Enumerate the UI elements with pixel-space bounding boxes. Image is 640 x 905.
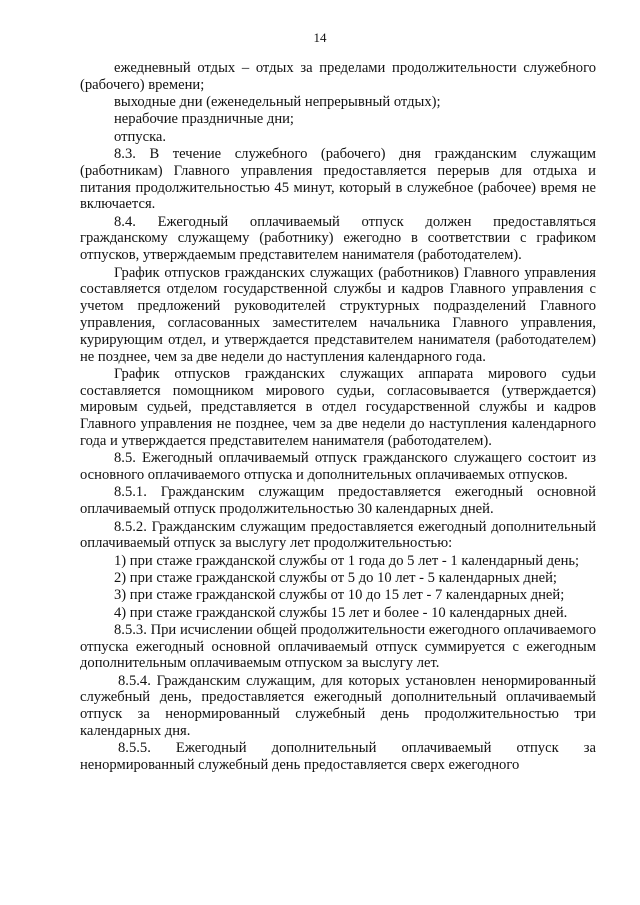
paragraph-weekends: выходные дни (еженедельный непрерывный отдых); xyxy=(114,94,441,111)
paragraph-8-5-2: 8.5.2. Гражданским служащим предоставляется ежегодный дополнительный оплачиваемый отпуск за выслугу лет продолжительностью: xyxy=(80,518,596,552)
paragraph-8-5-3: 8.5.3. При исчислении общей продолжительности ежегодного оплачиваемого отпуска ежегодный основной оплачиваемый отпуск суммируется с ежегодным дополнительным оплачиваемым отпуском за выслугу лет. xyxy=(80,621,596,672)
paragraph-vacations: отпуска. xyxy=(114,128,167,145)
paragraph-8-5: 8.5. Ежегодный оплачиваемый отпуск гражданского служащего состоит из основного оплачиваемого отпуска и дополнительных оплачиваемых отпусков. xyxy=(80,450,596,484)
list-item-1: 1) при стаже гражданской службы от 1 года до 5 лет - 1 календарный день; xyxy=(114,552,580,569)
paragraph-8-5-1: 8.5.1. Гражданским служащим предоставляется ежегодный основной оплачиваемый отпуск продолжительностью 30 календарных дней. xyxy=(80,484,596,518)
list-item-2: 2) при стаже гражданской службы от 5 до 10 лет - 5 календарных дней; xyxy=(114,569,557,586)
paragraph-schedule-judge: График отпусков гражданских служащих аппарата мирового судьи составляется помощником мирового судьи, согласовывается (утверждается) мировым судьей, представляется в отдел государственной службы и кадров Главного управления не позднее, чем за две недели до наступления календарного года и утверждается представителем нанимателя (работодателем). xyxy=(80,365,596,450)
paragraph-8-5-4: 8.5.4. Гражданским служащим, для которых установлен ненормированный служебный день, предоставляется ежегодный дополнительный оплачиваемый отпуск за ненормированный служебный день продолжительностью три календарных дня. xyxy=(80,672,596,740)
paragraph-daily-rest: ежедневный отдых – отдых за пределами продолжительности служебного (рабочего) времени; xyxy=(80,60,596,93)
paragraph-schedule-main: График отпусков гражданских служащих (работников) Главного управления составляется отделом государственной службы и кадров Главного управления с учетом предложений руководителей структурных подразделений Главного управления, согласованных заместителем начальника Главного управления, курирующим отдел, и утверждается представителем нанимателя (работодателем) не позднее, чем за две недели до наступления календарного года. xyxy=(80,264,596,365)
paragraph-8-5-5: 8.5.5. Ежегодный дополнительный оплачиваемый отпуск за ненормированный служебный день предоставляется сверх ежегодного xyxy=(80,740,596,774)
page-number: 14 xyxy=(313,30,327,45)
list-item-4: 4) при стаже гражданской службы 15 лет и более - 10 календарных дней. xyxy=(114,604,568,621)
paragraph-8-3: 8.3. В течение служебного (рабочего) дня гражданским служащим (работникам) Главного управления предоставляется перерыв для отдыха и питания продолжительностью 45 минут, который в служебное (рабочее) время не включается. xyxy=(80,145,596,213)
paragraph-holidays: нерабочие праздничные дни; xyxy=(114,111,294,128)
list-item-3: 3) при стаже гражданской службы от 10 до 15 лет - 7 календарных дней; xyxy=(114,587,565,604)
document-body xyxy=(80,60,596,774)
paragraph-8-4: 8.4. Ежегодный оплачиваемый отпуск должен предоставляться гражданскому служащему (работнику) ежегодно в соответствии с графиком отпусков, утверждаемым представителем нанимателя (работодателем). xyxy=(80,213,596,264)
